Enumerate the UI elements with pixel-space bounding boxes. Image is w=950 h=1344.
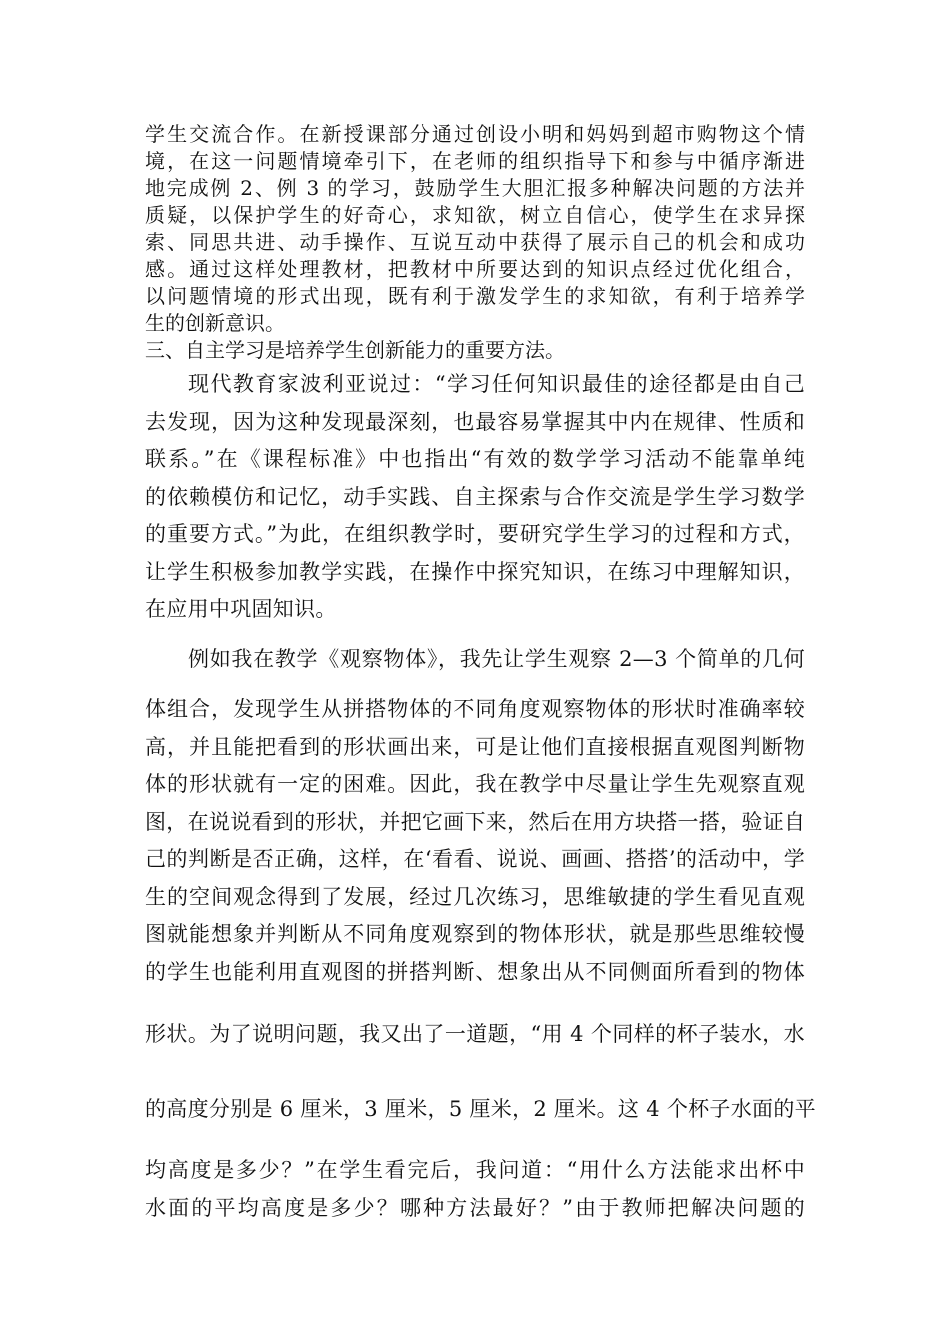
text-line: 以问题情境的形式出现，既有利于激发学生的求知欲，有利于培养学	[145, 284, 805, 308]
paragraph-first-line: 例如我在教学《观察物体》，我先让学生观察 2—3 个简单的几何	[188, 647, 805, 671]
text-line: 在应用中巩固知识。	[145, 597, 337, 621]
text-line: 索、同思共进、动手操作、互说互动中获得了展示自己的机会和成功	[145, 230, 805, 254]
text-line: 感。通过这样处理教材，把教材中所要达到的知识点经过优化组合，	[145, 257, 805, 281]
section-heading: 三、自主学习是培养学生创新能力的重要方法。	[145, 338, 565, 362]
text-line: 体的形状就有一定的困难。因此，我在教学中尽量让学生先观察直观	[145, 772, 805, 796]
text-line: 体组合，发现学生从拼搭物体的不同角度观察物体的形状时准确率较	[145, 697, 805, 721]
text-line: 均高度是多少？”在学生看完后，我问道：“用什么方法能求出杯中	[145, 1158, 805, 1182]
text-line: 境，在这一问题情境牵引下，在老师的组织指导下和参与中循序渐进	[145, 149, 805, 173]
text-line: 联系。”在《课程标准》中也指出“有效的数学学习活动不能靠单纯	[145, 447, 805, 471]
text-line: 学生交流合作。在新授课部分通过创设小明和妈妈到超市购物这个情	[145, 122, 805, 146]
text-line: 高，并且能把看到的形状画出来，可是让他们直接根据直观图判断物	[145, 735, 805, 759]
text-line: 图就能想象并判断从不同角度观察到的物体形状，就是那些思维较慢	[145, 922, 805, 946]
text-line: 的重要方式。”为此，在组织教学时，要研究学生学习的过程和方式，	[145, 522, 805, 546]
text-line: 图，在说说看到的形状，并把它画下来，然后在用方块搭一搭，验证自	[145, 810, 806, 834]
text-line: 质疑，以保护学生的好奇心，求知欲，树立自信心，使学生在求异探	[145, 203, 805, 227]
text-line: 地完成例 2、例 3 的学习，鼓励学生大胆汇报多种解决问题的方法并	[145, 176, 805, 200]
text-line: 让学生积极参加教学实践，在操作中探究知识，在练习中理解知识，	[145, 560, 805, 584]
text-line: 己的判断是否正确，这样，在‘看看、说说、画画、搭搭’的活动中，学	[145, 847, 805, 871]
text-line: 的学生也能利用直观图的拼搭判断、想象出从不同侧面所看到的物体	[145, 960, 805, 984]
text-line: 生的创新意识。	[145, 311, 285, 335]
text-line: 的高度分别是 6 厘米，3 厘米，5 厘米，2 厘米。这 4 个杯子水面的平	[145, 1097, 816, 1121]
text-line: 的依赖模仿和记忆，动手实践、自主探索与合作交流是学生学习数学	[145, 485, 805, 509]
text-line: 生的空间观念得到了发展，经过几次练习，思维敏捷的学生看见直观	[145, 885, 805, 909]
text-line: 水面的平均高度是多少？哪种方法最好？”由于教师把解决问题的	[145, 1196, 805, 1220]
paragraph-first-line: 现代教育家波利亚说过：“学习任何知识最佳的途径都是由自己	[188, 372, 805, 396]
text-line: 去发现，因为这种发现最深刻，也最容易掌握其中内在规律、性质和	[145, 410, 805, 434]
text-line: 形状。为了说明问题，我又出了一道题，“用 4 个同样的杯子装水，水	[145, 1022, 805, 1046]
